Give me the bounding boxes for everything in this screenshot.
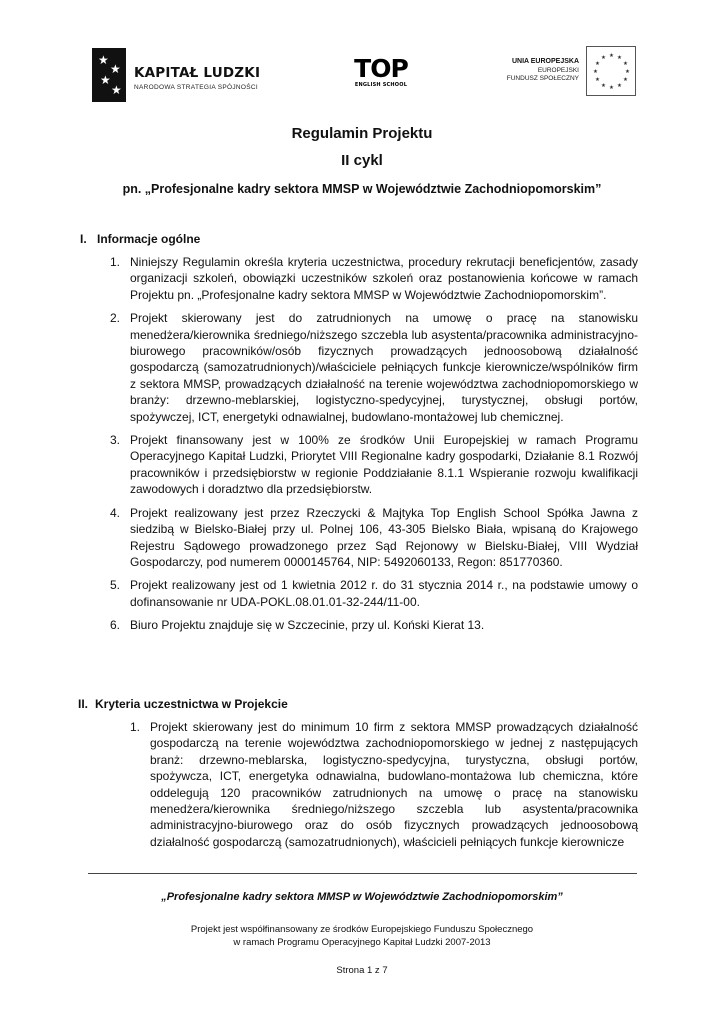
section-1-list bbox=[110, 254, 638, 641]
section-title: Kryteria uczestnictwa w Projekcie bbox=[95, 697, 288, 711]
item-text: Biuro Projektu znajduje się w Szczecinie, przy ul. Koński Kierat 13. bbox=[130, 618, 485, 633]
eu-logo-text bbox=[499, 58, 579, 84]
item-number: 3. bbox=[110, 433, 121, 448]
section-number: I. bbox=[80, 232, 87, 246]
kapital-ludzki-logo bbox=[92, 48, 262, 102]
document-title: Regulamin Projektu bbox=[291, 125, 433, 142]
list-item bbox=[110, 505, 638, 571]
page-number: Strona 1 z 7 bbox=[336, 965, 388, 976]
list-item bbox=[130, 719, 638, 850]
item-number: 5. bbox=[110, 578, 121, 593]
eu-line-3: FUNDUSZ SPOŁECZNY bbox=[506, 75, 579, 82]
item-number: 1. bbox=[110, 255, 121, 269]
eu-flag-icon: ★ ★ ★ ★ ★ ★ ★ ★ ★ ★ ★ ★ bbox=[586, 46, 636, 96]
section-number: II. bbox=[78, 697, 89, 711]
item-text: Niniejszy Regulamin określa kryteria uczestnictwa, procedury rekrutacji beneficjentów, zasady organizacji szkoleń, obowiązki uczestników szkoleń oraz postanowienia końcowe w ramach Projektu pn. „Profesjonalne kadry sektora MMSP w Województwie Zachodniopomorskim”. bbox=[130, 255, 638, 302]
footer-cofinance-line-1: Projekt jest współfinansowany ze środków Europejskiego Funduszu Społecznego bbox=[190, 924, 534, 935]
item-text: Projekt realizowany jest przez Rzeczycki & Majtyka Top English School Spółka Jawna z siedzibą w Bielsko-Białej przy ul. Polnej 106, 43-305 Bielsko Biała, wpisaną do Krajowego Rejestru Sądowego prowadzonego przez Sąd Rejonowy w Bielsku-Białej, VIII Wydział Gospodarczy, pod numerem 0000145764, NIP: 5492060133, Regon: 851770360. bbox=[130, 505, 638, 569]
item-number: 1. bbox=[130, 720, 141, 734]
item-text: Projekt realizowany jest od 1 kwietnia 2012 r. do 31 stycznia 2014 r., na podstawie umowy o dofinansowanie nr UDA-POKL.08.01.01-32-244/11-00. bbox=[130, 578, 638, 609]
footer-divider bbox=[88, 873, 637, 874]
section-title: Informacje ogólne bbox=[97, 232, 201, 246]
top-english-school-logo bbox=[354, 56, 408, 96]
section-heading-2 bbox=[78, 697, 288, 711]
project-name-title: pn. „Profesjonalne kadry sektora MMSP w Województwie Zachodniopomorskim” bbox=[122, 182, 602, 196]
footer-cofinance-line-2: w ramach Programu Operacyjnego Kapitał Ludzki 2007-2013 bbox=[233, 937, 491, 948]
section-heading-1 bbox=[80, 232, 200, 246]
list-item bbox=[110, 577, 638, 610]
item-number: 4. bbox=[110, 505, 121, 520]
top-logo-subtitle: ENGLISH SCHOOL bbox=[354, 82, 408, 88]
top-logo-word: TOP bbox=[354, 54, 408, 83]
footer-cofinance bbox=[0, 923, 724, 949]
eu-line-1: UNIA EUROPEJSKA bbox=[511, 58, 579, 65]
list-item bbox=[110, 254, 638, 303]
list-item bbox=[110, 432, 638, 498]
item-text: Projekt skierowany jest do zatrudnionych na umowę o pracę na stanowisku menedżera/kierownika średniego/niższego szczebla lub asystenta/pracownika administracyjno-biurowego pracowników/osób fizycznych prowadzących jednoosobową działalność gospodarczą (samozatrudnionych)/właściciele pełniących funkcje kierownicze/wspólników firm z sektora MMSP, prowadzących działalność na terenie województwa zachodniopomorskiego w branży: drzewno-meblarskiej, logistyczno-spedycyjnej, turystycznej, obsługi portów, spożywczej, ICT, energetyki odnawialnej, budowlano-montażowej lub chemicznej. bbox=[130, 311, 638, 424]
item-text: Projekt skierowany jest do minimum 10 firm z sektora MMSP prowadzących działalność gospodarczą na terenie województwa zachodniopomorskiego w jednej z następujących branż: drzewno-meblarska, logistyczno-spedycyjna, turystyczna, obsługi portów, spożywcza, ICT, energetyka odnawialna, budowlano-montażowa lub chemiczna, które oddelegują 120 pracowników zatrudnionych na umowę o pracę na stanowisku menedżera/kierownika średniego/niższego szczebla lub asystenta/pracownika administracyjno-biurowego oraz do osób fizycznych prowadzących jednoosobową działalność gospodarczą (samozatrudnionych), właścicieli pełniących funkcje kierownicze bbox=[150, 720, 638, 849]
list-item bbox=[110, 617, 638, 633]
section-2-list bbox=[130, 719, 638, 857]
item-number: 2. bbox=[110, 311, 121, 326]
document-cycle: II cykl bbox=[341, 152, 383, 169]
kapital-ludzki-subtitle: NARODOWA STRATEGIA SPÓJNOŚCI bbox=[134, 84, 258, 91]
item-number: 6. bbox=[110, 618, 121, 633]
list-item bbox=[110, 310, 638, 425]
item-text: Projekt finansowany jest w 100% ze środków Unii Europejskiej w ramach Programu Operacyjnego Kapitał Ludzki, Priorytet VIII Regionalne kadry gospodarki, Działanie 8.1 Rozwój pracowników i przedsiębiorstw w regionie Poddziałanie 8.1.1 Wspieranie rozwoju kwalifikacji zawodowych i doradztwo dla przedsiębiorstw. bbox=[130, 433, 638, 497]
header-logos bbox=[92, 44, 637, 106]
kapital-ludzki-emblem-icon: ★ ★ ★ ★ bbox=[92, 48, 126, 102]
footer-project-name: „Profesjonalne kadry sektora MMSP w Województwie Zachodniopomorskim” bbox=[161, 891, 563, 903]
kapital-ludzki-name: KAPITAŁ LUDZKI bbox=[134, 65, 261, 81]
eu-line-2: EUROPEJSKI bbox=[537, 66, 579, 74]
